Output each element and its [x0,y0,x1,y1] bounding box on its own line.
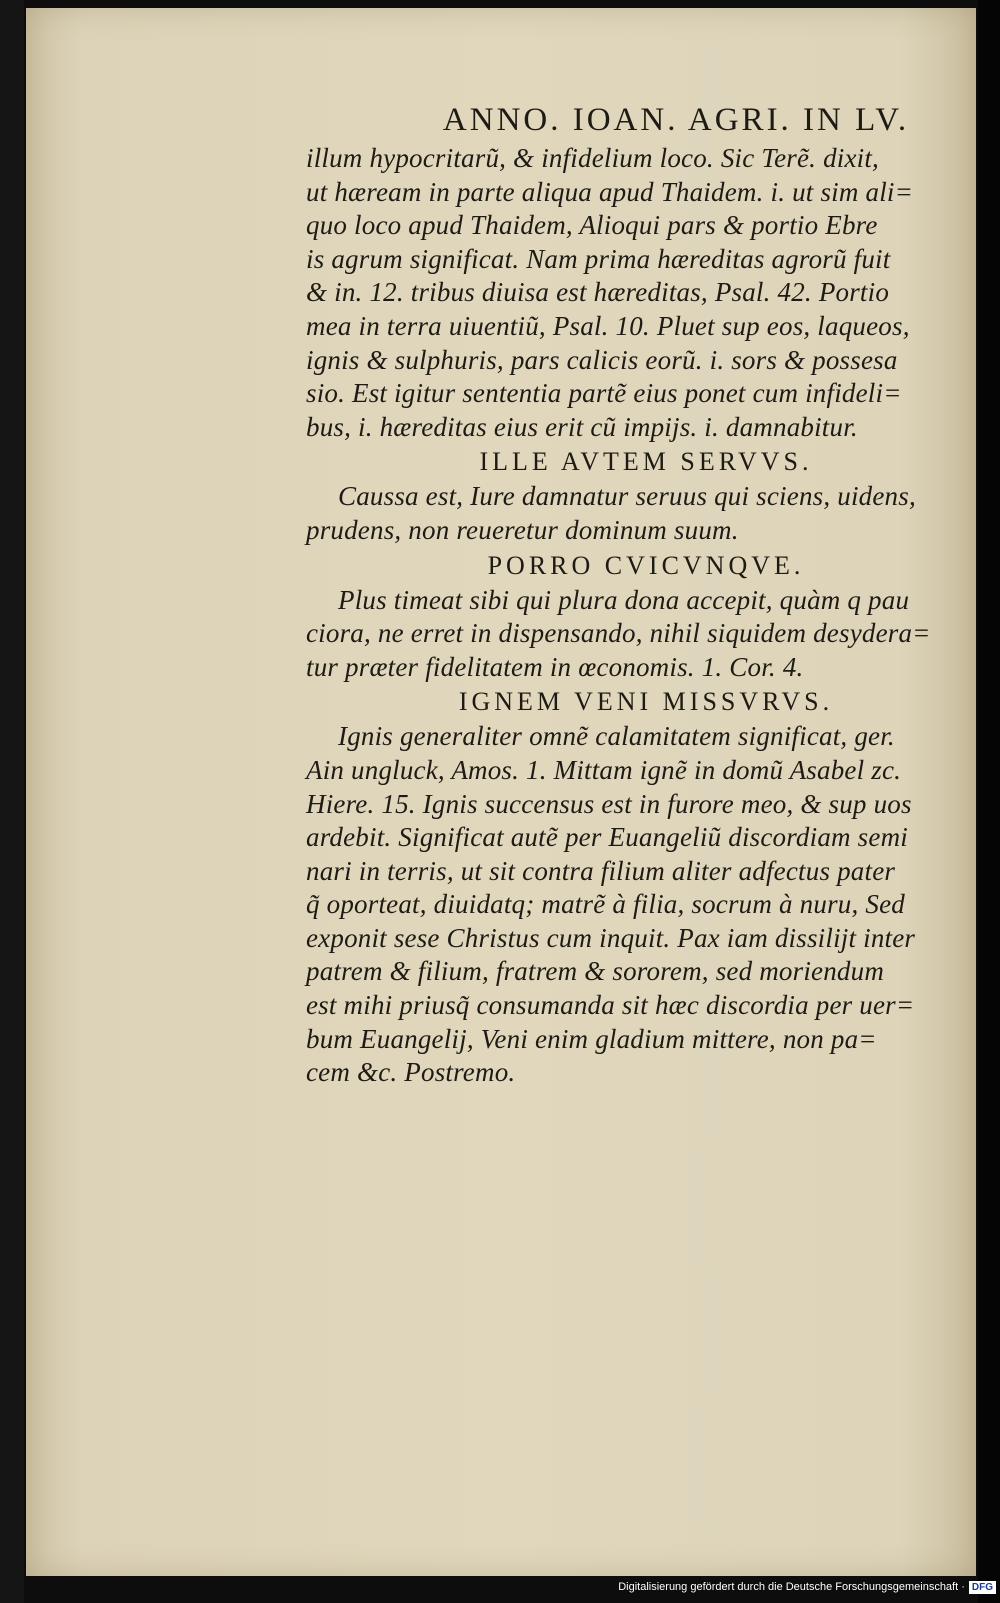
text-line: bum Euangelij, Veni enim gladium mittere, non pa= [306,1023,877,1054]
section-heading: IGNEM VENI MISSVRVS. [458,687,834,717]
text-line: Ain ungluck, Amos. 1. Mittam ignẽ in domũ Asabel zc. [306,754,902,785]
text-line: tur præter fidelitatem in œconomis. 1. Cor. 4. [306,651,804,682]
paragraph-3 [306,584,986,685]
text-line: ignis & sulphuris, pars calicis eorũ. i. sors & possesa [306,344,898,375]
text-line: exponit sese Christus cum inquit. Pax iam dissilijt inter [306,922,916,953]
text-line: sio. Est igitur sententia partẽ eius ponet cum infideli= [306,378,902,409]
text-line: Hiere. 15. Ignis succensus est in furore meo, & sup uos [306,788,912,819]
text-line: nari in terris, ut sit contra filium aliter adfectus pater [306,855,896,886]
paragraph-4 [306,720,986,1090]
text-line: bus, i. hæreditas eius erit cũ impijs. i. damnabitur. [306,411,858,442]
text-line: mea in terra uiuentiũ, Psal. 10. Pluet sup eos, laqueos, [306,310,910,341]
text-line: Plus timeat sibi qui plura dona accepit, quàm q pau [338,584,910,615]
text-line: patrem & filium, fratrem & sororem, sed moriendum [306,956,885,987]
text-line: prudens, non reueretur dominum suum. [306,514,739,545]
book-page [26,8,976,1576]
digitization-credit [618,1579,996,1595]
text-line: ardebit. Significat autẽ per Euangeliũ discordiam semi [306,822,908,853]
text-line: is agrum significat. Nam prima hæreditas agrorũ fuit [306,243,891,274]
text-line: cem &c. Postremo. [306,1057,516,1088]
scan-right-edge [978,0,1000,1603]
text-line: ut hæream in parte aliqua apud Thaidem. i. ut sim ali= [306,176,914,207]
text-line: Ignis generaliter omnẽ calamitatem significat, ger. [338,721,895,752]
dfg-logo: DFG [969,1581,996,1594]
credit-text: Digitalisierung gefördert durch die Deutsche Forschungsgemeinschaft · [618,1581,965,1593]
text-line: quo loco apud Thaidem, Alioqui pars & portio Ebre [306,210,878,241]
page-text [306,100,986,1090]
text-line: est mihi priusq̃ consumanda sit hæc discordia per uer= [306,990,915,1021]
paragraph-2 [306,480,986,547]
scan-left-edge [0,0,24,1603]
running-head: ANNO. IOAN. AGRI. IN LV. [442,102,910,138]
text-line: & in. 12. tribus diuisa est hæreditas, Psal. 42. Portio [306,277,890,308]
text-line: q̃ oporteat, diuidatq; matrẽ à filia, socrum à nuru, Sed [306,889,905,920]
text-line: ciora, ne erret in dispensando, nihil siquidem desydera= [306,618,931,649]
section-heading: ILLE AVTEM SERVVS. [479,447,813,477]
paragraph-1 [306,142,986,444]
section-heading: PORRO CVICVNQVE. [487,550,805,580]
text-line: illum hypocritarũ, & infidelium loco. Sic Terẽ. dixit, [306,143,880,173]
text-line: Caussa est, Iure damnatur seruus qui sciens, uidens, [338,481,916,512]
